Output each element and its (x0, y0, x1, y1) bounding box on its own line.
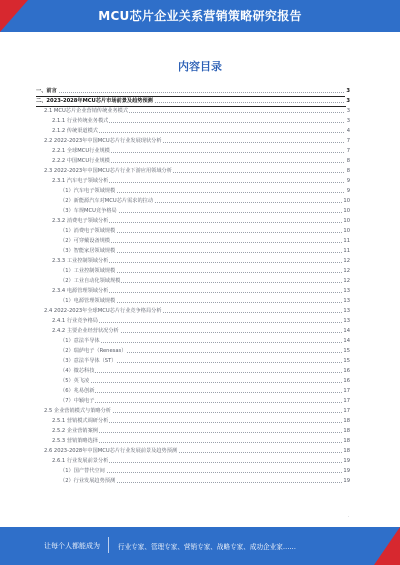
toc-entry[interactable] (36, 306, 350, 316)
toc-entry-page: 15 (343, 348, 350, 354)
toc-entry[interactable] (36, 326, 350, 336)
toc-entry-label: 2.5.2 企业营销案例 (52, 428, 98, 434)
toc-entry-label: 2.5 企业营销模式与策略分析 (44, 408, 111, 414)
toc-entry-page: 3 (346, 88, 350, 94)
toc-entry[interactable] (36, 266, 350, 276)
toc-entry-label: （2）工业自动化领域规模 (60, 278, 121, 284)
toc-entry-page: 13 (343, 298, 350, 304)
toc-entry-page: 17 (343, 388, 350, 394)
toc-entry-page: 3 (346, 98, 350, 104)
toc-entry[interactable] (36, 186, 350, 196)
toc-entry-label: （6）兆易创新 (60, 388, 95, 394)
toc-entry-page: 10 (343, 218, 350, 224)
toc-entry[interactable] (36, 316, 350, 326)
toc-entry-label: 2.1.1 行业传统业务模式 (52, 118, 109, 124)
toc-entry-page: 19 (343, 468, 350, 474)
toc-entry-page: 18 (343, 438, 350, 444)
toc-leader-dots (60, 392, 344, 393)
toc-leader-dots (36, 92, 344, 93)
toc-entry-page: 9 (346, 188, 350, 194)
toc-entry-label: （7）中颖电子 (60, 398, 95, 404)
toc-entry-label: 2.4.2 主要企业经营状况分析 (52, 328, 119, 334)
toc-entry-page: 13 (343, 318, 350, 324)
toc-entry[interactable] (36, 136, 350, 146)
toc-entry-label: 2.3.1 汽车电子领域分析 (52, 178, 109, 184)
toc-entry-label: 2.6 2023-2028年中国MCU芯片行业发展前景及趋势预测 (44, 448, 178, 454)
toc-entry-page: 16 (343, 378, 350, 384)
toc-entry-label: 一、前言 (36, 88, 57, 94)
toc-entry-label: （2）可穿戴设备规模 (60, 238, 110, 244)
toc-entry[interactable] (36, 366, 350, 376)
toc-entry-label: （2）新能源汽车对MCU芯片需求的拉动 (60, 198, 154, 204)
toc-entry-page: 13 (343, 308, 350, 314)
toc-separator-line (36, 96, 350, 97)
toc-entry-page: 18 (343, 448, 350, 454)
toc-entry-page: 19 (343, 458, 350, 464)
toc-entry[interactable] (36, 416, 350, 426)
toc-leader-dots (60, 372, 344, 373)
toc-entry-label: 二、2023-2028年MCU芯片市场前景及趋势预测 (36, 98, 153, 104)
toc-entry[interactable] (36, 226, 350, 236)
toc-entry[interactable] (36, 156, 350, 166)
toc-entry-page: 13 (343, 288, 350, 294)
toc-entry-label: 2.4 2022-2023年全球MCU芯片行业竞争格局分析 (44, 308, 162, 314)
toc-entry[interactable] (36, 256, 350, 266)
toc-entry[interactable] (36, 426, 350, 436)
toc-entry-page: 8 (346, 158, 350, 164)
toc-entry-page: 12 (343, 278, 350, 284)
toc-leader-dots (60, 402, 344, 403)
toc-entry[interactable] (36, 276, 350, 286)
toc-entry-page: 4 (346, 128, 350, 134)
toc-entry-page: 10 (343, 208, 350, 214)
toc-entry[interactable] (36, 406, 350, 416)
toc-entry-page: 12 (343, 268, 350, 274)
toc-entry-page: 17 (343, 408, 350, 414)
toc-entry[interactable] (36, 126, 350, 136)
toc-entry[interactable] (36, 456, 350, 466)
toc-entry-label: 2.3.2 消费电子领域分析 (52, 218, 109, 224)
page-corner-mark: · (347, 514, 349, 519)
toc-entry-label: （3）意法半导体（ST） (60, 358, 117, 364)
toc-entry[interactable] (36, 466, 350, 476)
toc-entry-page: 7 (346, 138, 350, 144)
toc-entry-page: 14 (343, 338, 350, 344)
toc-entry[interactable] (36, 336, 350, 346)
toc-entry[interactable] (36, 376, 350, 386)
toc-leader-dots (60, 382, 344, 383)
toc-entry-label: （2）行业发展趋势预测 (60, 478, 116, 484)
toc-entry-page: 17 (343, 398, 350, 404)
toc-entry-label: （5）英飞凌 (60, 378, 90, 384)
toc-entry-label: 2.6.1 行业发展前景分析 (52, 458, 109, 464)
toc-entry-label: 2.2.2 中国MCU行业规模 (52, 158, 110, 164)
toc-entry-page: 7 (346, 148, 350, 154)
toc-entry[interactable] (36, 296, 350, 306)
toc-entry-label: （1）国产替代空间 (60, 468, 105, 474)
toc-entry-label: 2.3 2022-2023年中国MCU芯片行业下游应用领域分析 (44, 168, 172, 174)
toc-entry[interactable] (36, 86, 350, 96)
toc-entry[interactable] (36, 356, 350, 366)
toc-entry-label: （2）瑞萨电子（Renesas） (60, 348, 127, 354)
toc-entry-page: 19 (343, 478, 350, 484)
toc-entry-label: 2.1 MCU芯片企业营销传统业务模式 (44, 108, 129, 114)
toc-entry-page: 15 (343, 358, 350, 364)
toc-entry[interactable] (36, 246, 350, 256)
footer-divider (108, 537, 109, 553)
toc-entry-label: 2.4.1 行业竞争格局 (52, 318, 98, 324)
toc-entry[interactable] (36, 436, 350, 446)
toc-entry[interactable] (36, 166, 350, 176)
toc-entry[interactable] (36, 386, 350, 396)
toc-entry-page: 18 (343, 428, 350, 434)
toc-entry-page: 3 (346, 108, 350, 114)
toc-entry[interactable] (36, 446, 350, 456)
toc-entry-label: 2.3.3 工业控制领域分析 (52, 258, 109, 264)
toc-entry-label: 2.1.2 传统渠道模式 (52, 128, 98, 134)
toc-entry-label: （1）意法半导体 (60, 338, 100, 344)
toc-entry[interactable] (36, 346, 350, 356)
toc-entry[interactable] (36, 176, 350, 186)
toc-entry-label: （1）电源管理领域规模 (60, 298, 116, 304)
toc-entry-page: 11 (343, 238, 350, 244)
toc-entry[interactable] (36, 116, 350, 126)
toc-entry-label: （1）消费电子领域规模 (60, 228, 116, 234)
toc-entry[interactable] (36, 286, 350, 296)
toc-entry-label: （3）车规MCU竞争格局 (60, 208, 117, 214)
toc-entry-label: （1）汽车电子领域规模 (60, 188, 116, 194)
footer-slogan: 让每个人都能成为 (44, 542, 100, 550)
toc-entry-label: 2.5.1 营销模式调研分析 (52, 418, 109, 424)
toc-entry-page: 3 (346, 118, 350, 124)
toc-entry[interactable] (36, 96, 350, 106)
footer-accent (374, 527, 400, 565)
toc-entry[interactable] (36, 236, 350, 246)
toc-title: 内容目录 (178, 60, 222, 73)
toc-entry[interactable] (36, 146, 350, 156)
toc-entry[interactable] (36, 216, 350, 226)
toc-entry-label: （3）智能家居领域规模 (60, 248, 116, 254)
toc-entry-label: 2.3.4 电源管理领域分析 (52, 288, 109, 294)
toc-entry-page: 10 (343, 228, 350, 234)
toc-entry[interactable] (36, 106, 350, 116)
toc-entry-label: 2.2 2022-2023年中国MCU芯片行业发展现状分析 (44, 138, 162, 144)
table-of-contents (36, 86, 350, 486)
toc-entry[interactable] (36, 196, 350, 206)
toc-separator-line (36, 106, 350, 107)
toc-entry-page: 10 (343, 198, 350, 204)
toc-entry-page: 11 (343, 248, 350, 254)
toc-entry-page: 18 (343, 418, 350, 424)
footer-roles: 行业专家、管理专家、营销专家、战略专家、成功企业家…… (118, 543, 297, 551)
toc-entry[interactable] (36, 396, 350, 406)
toc-leader-dots (60, 342, 344, 343)
toc-entry-label: 2.5.3 营销策略选择 (52, 438, 98, 444)
report-title: MCU芯片企业关系营销策略研究报告 (98, 9, 302, 23)
toc-entry-page: 8 (346, 168, 350, 174)
toc-entry-label: （4）微芯科技 (60, 368, 95, 374)
toc-entry-page: 9 (346, 178, 350, 184)
toc-entry[interactable] (36, 206, 350, 216)
toc-entry-page: 14 (343, 328, 350, 334)
toc-entry-page: 16 (343, 368, 350, 374)
toc-entry-page: 12 (343, 258, 350, 264)
toc-entry-label: （1）工业控制领域规模 (60, 268, 116, 274)
toc-entry-label: 2.2.1 全球MCU行业规模 (52, 148, 110, 154)
toc-entry[interactable] (36, 476, 350, 486)
